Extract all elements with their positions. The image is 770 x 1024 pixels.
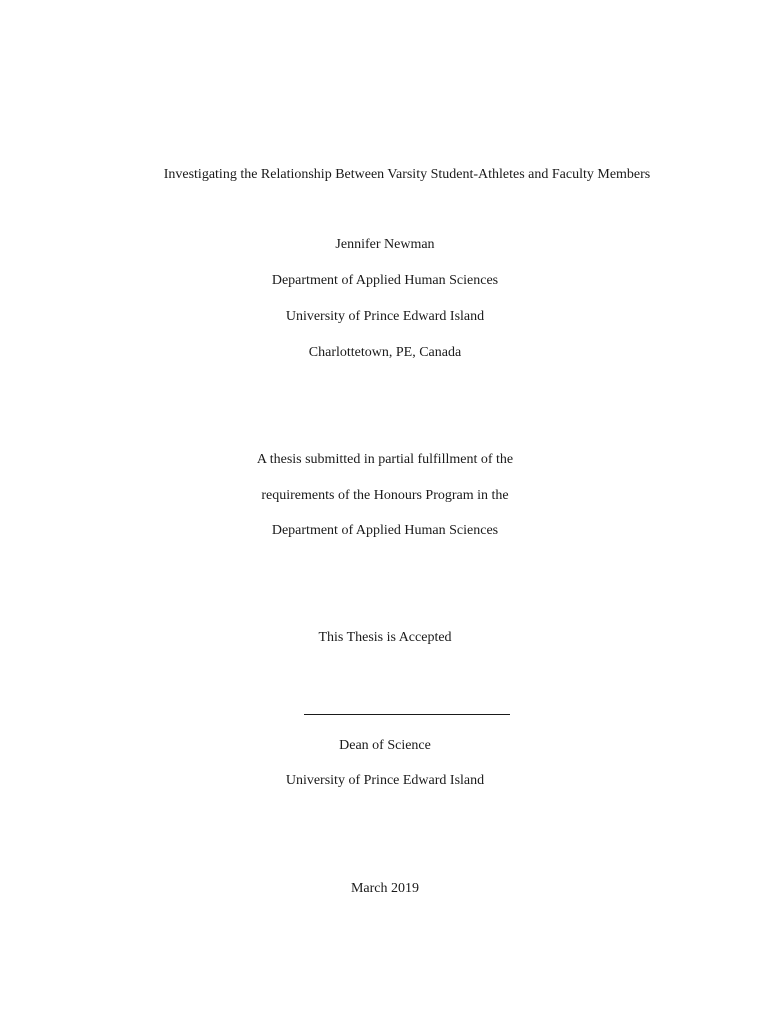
submission-statement-line-3: Department of Applied Human Sciences xyxy=(271,523,499,538)
university: University of Prince Edward Island xyxy=(285,309,485,324)
acceptance-statement: This Thesis is Accepted xyxy=(318,630,452,645)
signatory-role: Dean of Science xyxy=(339,738,431,753)
thesis-title: Investigating the Relationship Between Varsity Student-Athletes and Faculty Members xyxy=(163,167,651,182)
location: Charlottetown, PE, Canada xyxy=(308,345,462,360)
department: Department of Applied Human Sciences xyxy=(271,273,499,288)
signature-line xyxy=(304,714,510,715)
submission-date: March 2019 xyxy=(350,881,420,896)
submission-statement-line-1: A thesis submitted in partial fulfillment of the xyxy=(256,452,514,467)
submission-statement-line-2: requirements of the Honours Program in the xyxy=(261,488,509,503)
signatory-institution: University of Prince Edward Island xyxy=(285,773,485,788)
author-name: Jennifer Newman xyxy=(335,237,435,252)
